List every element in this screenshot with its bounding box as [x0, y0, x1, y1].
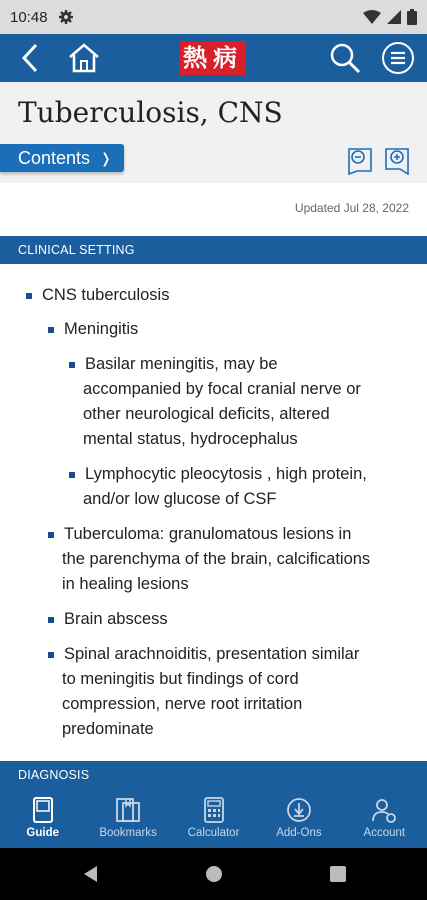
list-item-continued: the parenchyma of the brain, calcifications — [62, 550, 371, 568]
bullet-icon — [48, 617, 54, 623]
download-icon — [285, 796, 313, 824]
list-item-continued: other neurological deficits, altered — [83, 405, 330, 423]
search-icon — [329, 42, 361, 74]
section-header-diagnosis[interactable] — [0, 761, 427, 789]
contents-button[interactable] — [0, 144, 124, 172]
android-recents-button[interactable] — [326, 848, 350, 900]
list-item: CNS tuberculosis — [26, 283, 169, 308]
list-item: Tuberculoma: granulomatous lesions in — [48, 522, 351, 547]
home-icon — [67, 42, 101, 74]
nav-account[interactable]: Account — [342, 788, 427, 848]
android-home-button[interactable] — [202, 848, 226, 900]
triangle-back-icon — [82, 865, 98, 883]
zoom-in-icon[interactable] — [382, 145, 412, 175]
list-item: Lymphocytic pleocytosis , high protein, — [69, 462, 367, 487]
nav-addons[interactable]: Add-Ons — [256, 788, 341, 848]
zoom-out-icon[interactable] — [345, 145, 375, 175]
bullet-icon — [48, 532, 54, 538]
list-item: Basilar meningitis, may be — [69, 352, 278, 377]
bullet-icon — [69, 472, 75, 478]
back-button[interactable] — [12, 34, 48, 82]
battery-icon — [407, 9, 417, 25]
bullet-icon — [48, 327, 54, 333]
app-logo — [176, 34, 250, 82]
list-item-continued: in healing lesions — [62, 575, 189, 593]
contents-label: Contents — [18, 147, 91, 168]
signal-icon — [387, 10, 401, 24]
logo-text: 熱病 — [180, 41, 246, 75]
bullet-icon — [26, 293, 32, 299]
nav-guide[interactable]: Guide — [0, 788, 85, 848]
android-nav-bar — [0, 848, 427, 900]
circle-home-icon — [205, 865, 223, 883]
list-item-continued: accompanied by focal cranial nerve or — [83, 380, 361, 398]
list-item-continued: predominate — [62, 720, 154, 738]
section-header-clinical-setting[interactable] — [0, 236, 427, 264]
wifi-icon — [363, 10, 381, 24]
account-gear-icon — [370, 796, 398, 824]
status-time: 10:48 — [10, 8, 48, 26]
bookmarks-icon — [114, 796, 142, 824]
android-back-button[interactable] — [78, 848, 102, 900]
settings-gear-icon — [58, 9, 74, 25]
list-item: Spinal arachnoiditis, presentation similar — [48, 642, 359, 667]
nav-bookmarks[interactable]: Bookmarks — [85, 788, 170, 848]
section-label: DIAGNOSIS — [18, 768, 90, 782]
list-item: Meningitis — [48, 317, 138, 342]
nav-calculator[interactable]: Calculator — [171, 788, 256, 848]
list-item-continued: mental status, hydrocephalus — [83, 430, 298, 448]
back-arrow-icon — [20, 43, 40, 73]
book-icon — [31, 796, 55, 824]
updated-date: Updated Jul 28, 2022 — [294, 201, 409, 215]
square-recents-icon — [330, 866, 346, 882]
chevron-right-icon: ❭ — [100, 149, 112, 166]
calculator-icon — [202, 796, 226, 824]
list-item-continued: compression, nerve root irritation — [62, 695, 303, 713]
list-item-continued: and/or low glucose of CSF — [83, 490, 277, 508]
status-bar — [0, 0, 427, 34]
search-button[interactable] — [326, 34, 364, 82]
menu-button[interactable] — [378, 34, 418, 82]
bullet-icon — [69, 362, 75, 368]
section-label: CLINICAL SETTING — [18, 243, 135, 257]
page-title: Tuberculosis, CNS — [18, 96, 283, 129]
bullet-icon — [48, 652, 54, 658]
list-item: Brain abscess — [48, 607, 168, 632]
app-header — [0, 34, 427, 82]
menu-icon — [381, 41, 415, 75]
home-button[interactable] — [62, 34, 106, 82]
bottom-nav — [0, 788, 427, 848]
list-item-continued: to meningitis but findings of cord — [62, 670, 299, 688]
